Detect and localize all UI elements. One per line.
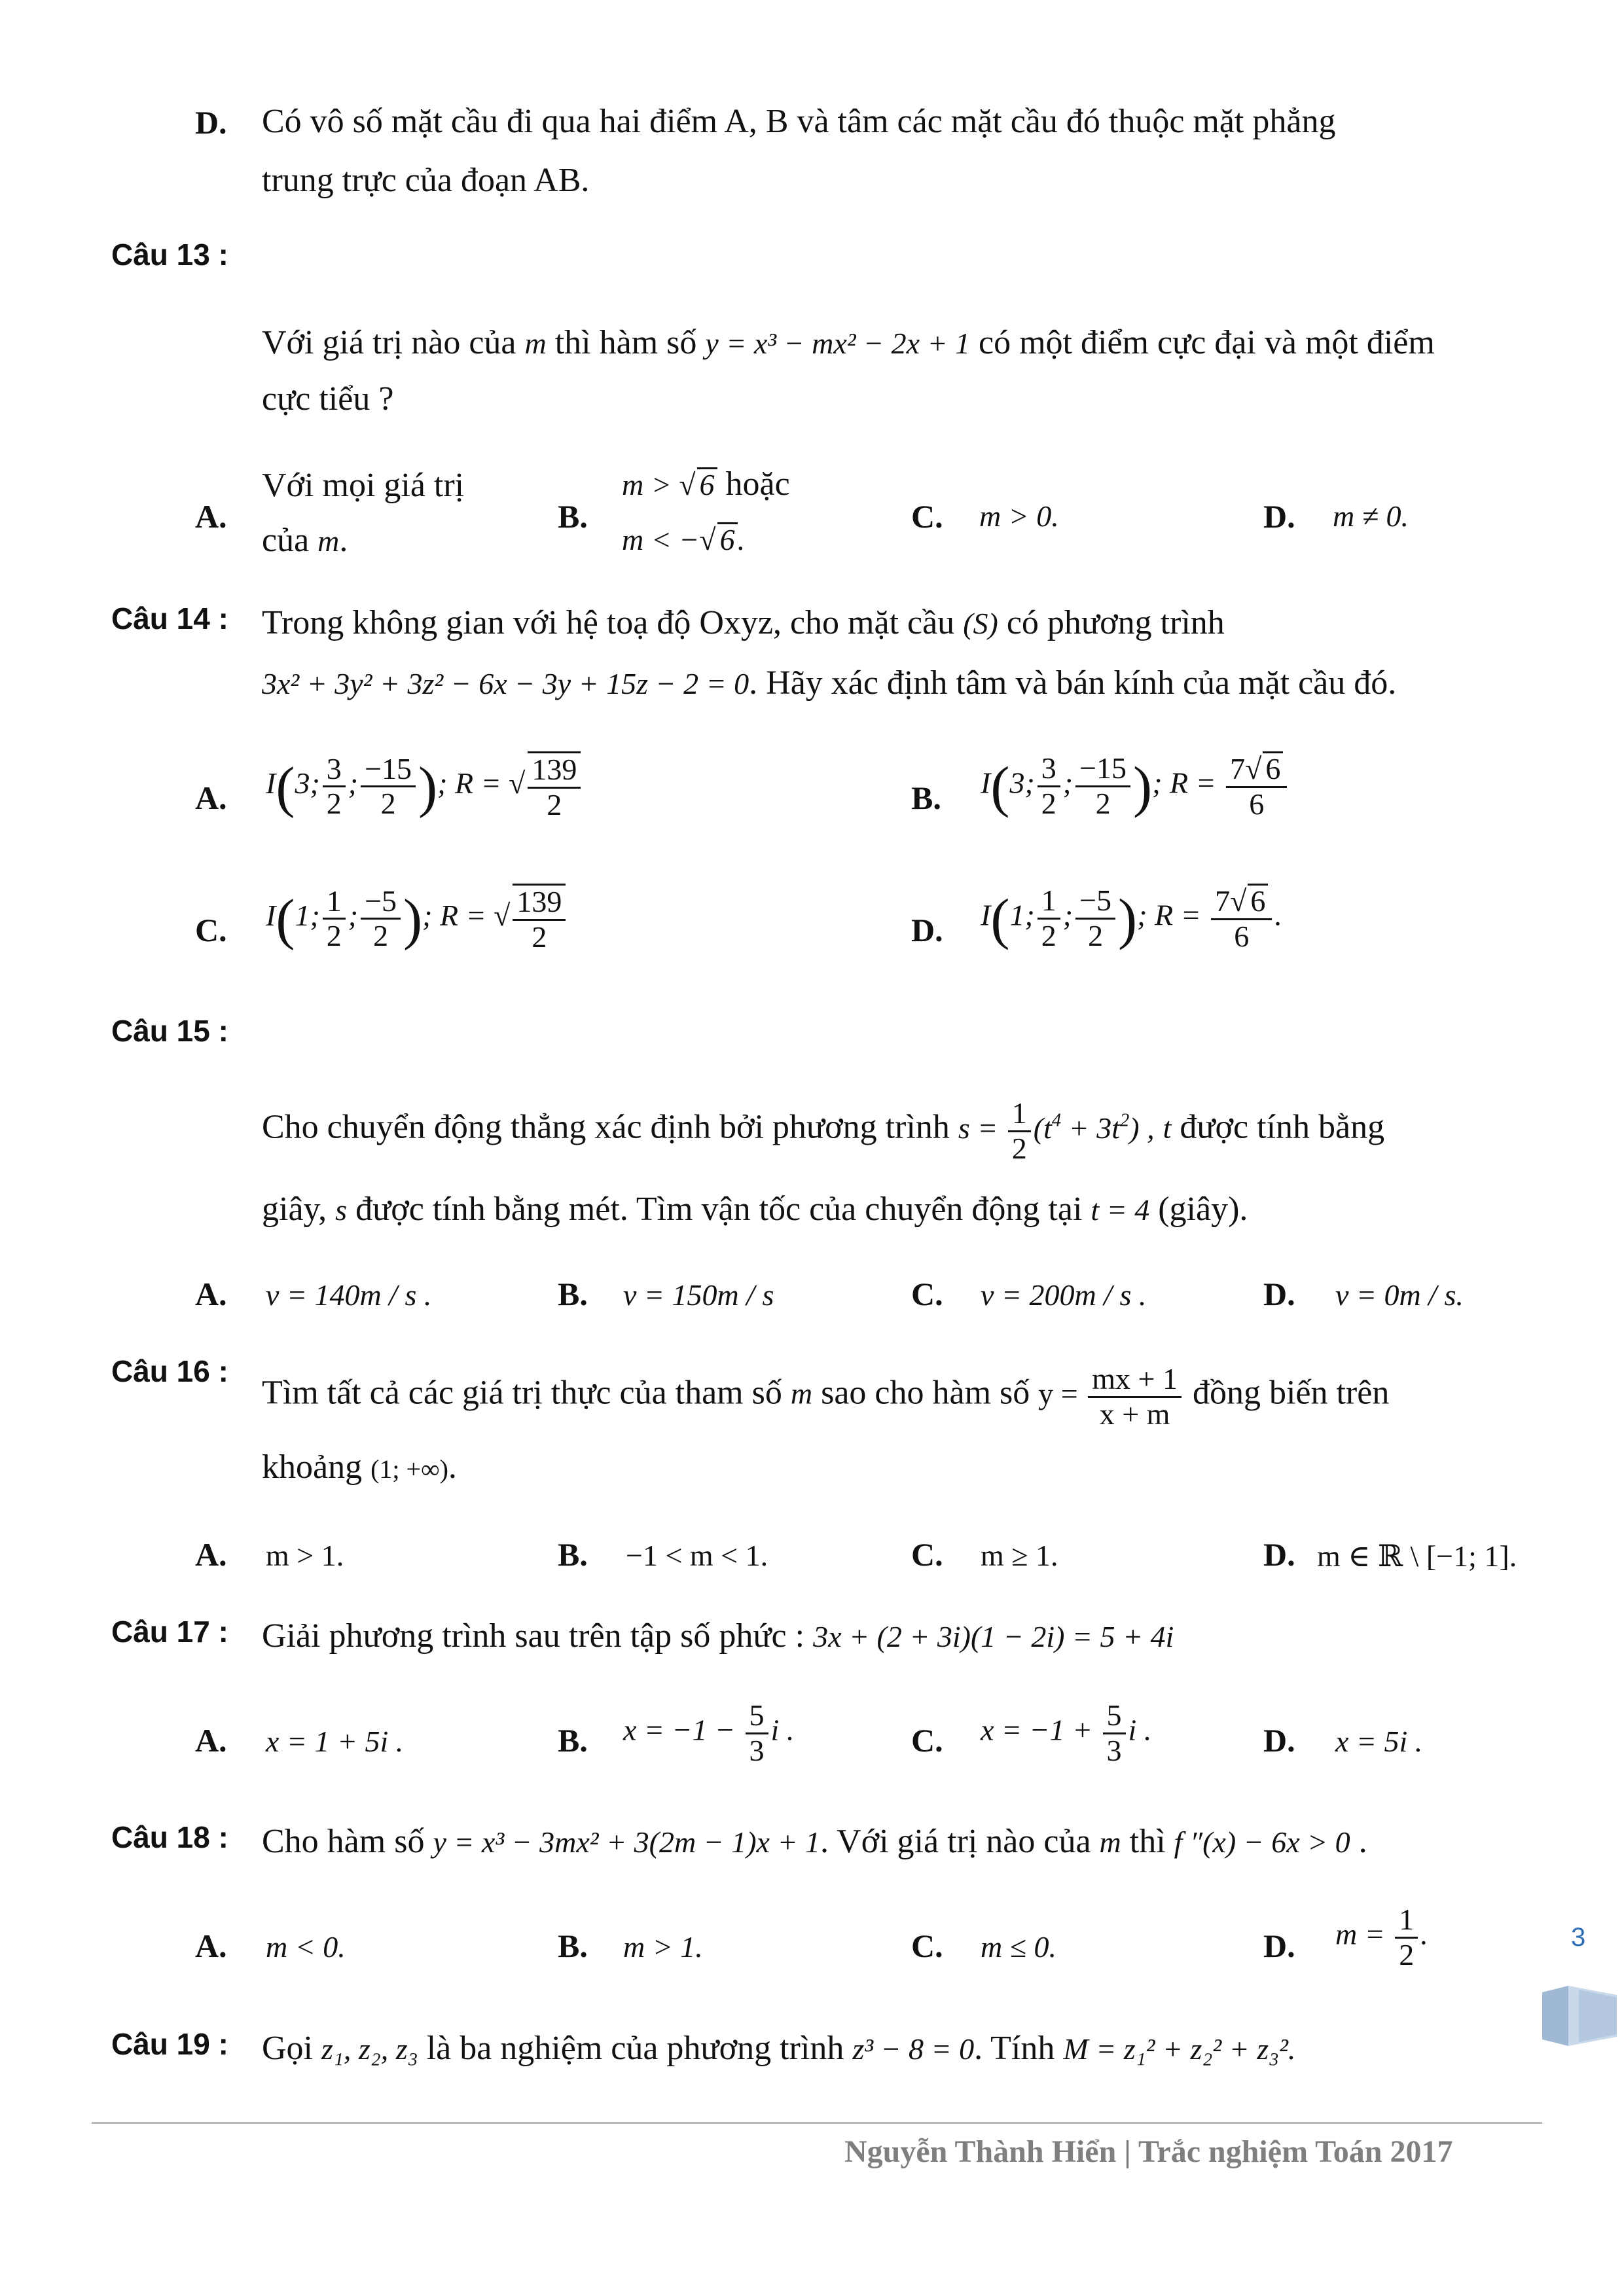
question-19-expression: M = z₁² + z₂² + z₃². [1063, 2032, 1296, 2066]
q14-option-d-label: D. [911, 912, 943, 948]
question-15-stem-line2: giây, s được tính bằng mét. Tìm vận tốc của chuyển động tại t = 4 (giây). [262, 1191, 1248, 1228]
q13-option-b-line1: m > √ 6 hoặc [622, 465, 790, 503]
question-18-condition: f ″(x) − 6x > 0 [1174, 1825, 1350, 1859]
question-18-label: Câu 18 : [111, 1820, 228, 1854]
q18-option-a-text: m < 0. [266, 1930, 346, 1964]
q13-option-a-line1: Với mọi giá trị [262, 467, 465, 504]
question-14-equation: 3x² + 3y² + 3z² − 6x − 3y + 15z − 2 = 0 [262, 667, 749, 700]
question-13-label: Câu 13 : [111, 238, 228, 272]
question-16-label: Câu 16 : [111, 1354, 228, 1388]
q15-option-a-label: A. [195, 1276, 227, 1312]
question-17-label: Câu 17 : [111, 1615, 228, 1649]
question-15-label: Câu 15 : [111, 1014, 228, 1048]
q14-option-b-answer: I(3; $\frac{3}{2}$ ; $\frac{-15}{2}$ ); R = $\frac{7√ 6}{6}$ [981, 751, 1290, 821]
q16-option-b-text: −1 < m < 1. [626, 1539, 768, 1572]
question-18-function: y = x³ − 3mx² + 3(2m − 1)x + 1 [433, 1825, 820, 1859]
q16-option-b-label: B. [558, 1536, 588, 1573]
q17-option-b-text: x = −1 − $\frac{5}{3}$ i . [623, 1698, 795, 1767]
q13-option-c-text: m > 0. [979, 499, 1059, 533]
question-16-function: y = $\frac{mx + 1}{x + m}$ [1038, 1377, 1184, 1410]
q16-option-a-label: A. [195, 1536, 227, 1573]
question-17-stem: Giải phương trình sau trên tập số phức : 3x + (2 + 3i)(1 − 2i) = 5 + 4i [262, 1617, 1174, 1655]
q14-option-c-label: C. [195, 912, 227, 948]
q18-option-d-label: D. [1263, 1928, 1295, 1964]
question-14-stem-line2: 3x² + 3y² + 3z² − 6x − 3y + 15z − 2 = 0. Hãy xác định tâm và bán kính của mặt cầu đó. [262, 664, 1397, 702]
q17-option-a-label: A. [195, 1722, 227, 1759]
q16-option-a-text: m > 1. [266, 1539, 344, 1572]
question-18-stem: Cho hàm số y = x³ − 3mx² + 3(2m − 1)x + 1. Với giá trị nào của m thì f ″(x) − 6x > 0 . [262, 1823, 1367, 1860]
question-13-stem-line2: cực tiểu ? [262, 380, 394, 418]
q16-option-c-label: C. [911, 1536, 943, 1573]
q14-option-a-label: A. [195, 780, 227, 816]
q13-option-d-label: D. [1263, 498, 1295, 535]
q14-option-c-answer: I(1; $\frac{1}{2}$ ; $\frac{-5}{2}$ ); R = √ $\frac{139}{2}$ [266, 884, 568, 954]
footer-rule [92, 2122, 1542, 2124]
q14-option-b-label: B. [911, 780, 941, 816]
q15-option-d-text: v = 0m / s. [1335, 1278, 1464, 1312]
q16-option-d-text: m ∈ ℝ \ [−1; 1]. [1317, 1539, 1517, 1573]
q18-option-b-label: B. [558, 1928, 588, 1964]
q15-option-c-text: v = 200m / s . [981, 1278, 1147, 1312]
q13-option-a-label: A. [195, 498, 227, 535]
question-16-stem: Tìm tất cả các giá trị thực của tham số m sao cho hàm số y = $\frac{mx + 1}{x + m}$ đồng biến trên [262, 1362, 1390, 1431]
q16-option-c-text: m ≥ 1. [981, 1539, 1058, 1572]
q13-option-a-line2: của m. [262, 522, 348, 559]
q14-option-d-answer: I(1; $\frac{1}{2}$ ; $\frac{-5}{2}$ ); R = $\frac{7√ 6}{6}$ . [981, 884, 1282, 953]
q17-option-d-label: D. [1263, 1722, 1295, 1759]
footer-text: Nguyễn Thành Hiển | Trắc nghiệm Toán 2017 [844, 2134, 1453, 2169]
q14-option-a-answer: I(3; $\frac{3}{2}$ ; $\frac{-15}{2}$ ); R = √ $\frac{139}{2}$ [266, 751, 583, 821]
question-16-stem-line2: khoảng (1; +∞). [262, 1448, 457, 1486]
q12-option-d-label: D. [195, 104, 227, 141]
q15-option-b-text: v = 150m / s [623, 1278, 774, 1312]
q18-option-a-label: A. [195, 1928, 227, 1964]
q13-option-b-line2: m < −√ 6. [622, 523, 746, 556]
q17-option-c-label: C. [911, 1722, 943, 1759]
page-corner-ornament [1542, 1986, 1617, 2046]
q17-option-a-text: x = 1 + 5i . [266, 1725, 404, 1758]
q17-option-b-label: B. [558, 1722, 588, 1759]
question-13-function: y = x³ − mx² − 2x + 1 [705, 327, 971, 360]
q13-option-d-text: m ≠ 0. [1333, 499, 1409, 533]
question-19-label: Câu 19 : [111, 2027, 228, 2061]
question-13-stem: Với giá trị nào của m thì hàm số y = x³ − mx² − 2x + 1 có một điểm cực đại và một điểm [262, 324, 1435, 361]
q18-option-c-label: C. [911, 1928, 943, 1964]
q15-option-c-label: C. [911, 1276, 943, 1312]
q15-option-b-label: B. [558, 1276, 588, 1312]
question-14-label: Câu 14 : [111, 601, 228, 636]
question-14-stem: Trong không gian với hệ toạ độ Oxyz, cho mặt cầu (S) có phương trình [262, 604, 1225, 641]
q18-option-d-text: m = $\frac{1}{2}$ . [1335, 1903, 1428, 1971]
q12-option-d-line2: trung trực của đoạn AB. [262, 162, 590, 199]
q18-option-c-text: m ≤ 0. [981, 1930, 1056, 1964]
question-15-equation: s = $\frac{1}{2}$ $(t^4 + 3t^2)$ , [958, 1096, 1155, 1165]
page-number: 3 [1571, 1923, 1586, 1952]
q15-option-d-label: D. [1263, 1276, 1295, 1312]
q17-option-c-text: x = −1 + $\frac{5}{3}$ i . [981, 1698, 1152, 1767]
q16-option-d-label: D. [1263, 1536, 1295, 1573]
q15-option-a-text: v = 140m / s . [266, 1278, 432, 1312]
q18-option-b-text: m > 1. [623, 1930, 703, 1964]
question-19-stem: Gọi z₁, z₂, z₃ là ba nghiệm của phương trình z³ − 8 = 0. Tính M = z₁² + z₂² + z₃². [262, 2030, 1296, 2067]
q13-option-b-label: B. [558, 498, 588, 535]
question-17-equation: 3x + (2 + 3i)(1 − 2i) = 5 + 4i [813, 1620, 1174, 1653]
q12-option-d-line1: Có vô số mặt cầu đi qua hai điểm A, B và tâm các mặt cầu đó thuộc mặt phẳng [262, 103, 1336, 140]
q17-option-d-text: x = 5i . [1335, 1725, 1423, 1758]
q13-option-c-label: C. [911, 498, 943, 535]
question-15-stem: Cho chuyển động thẳng xác định bởi phương trình s = $\frac{1}{2}$ $(t^4 + 3t^2)$ , t được tính bằng [262, 1096, 1385, 1165]
